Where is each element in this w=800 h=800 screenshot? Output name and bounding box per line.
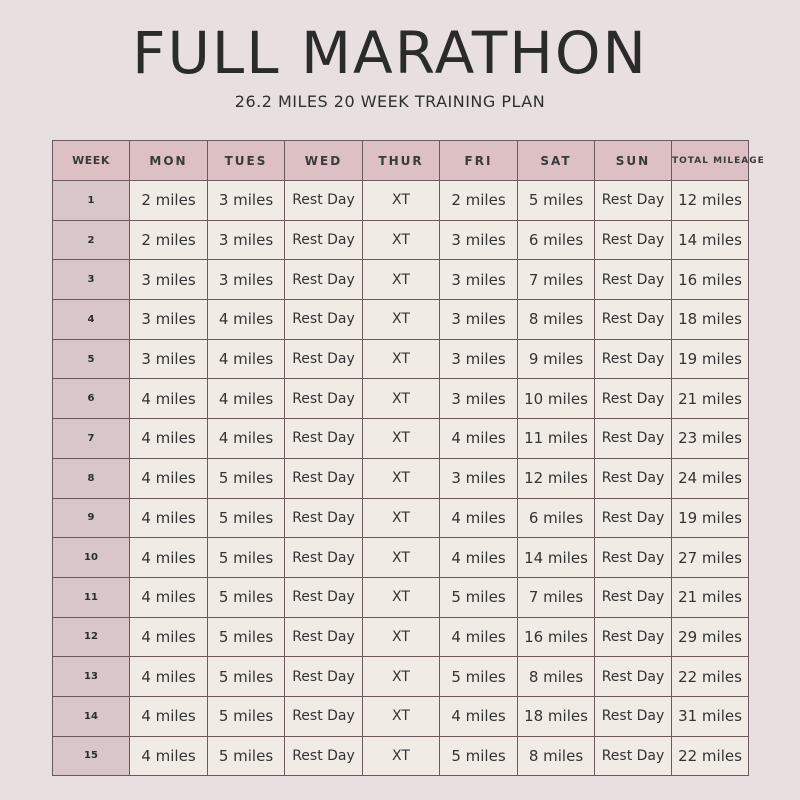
- cell-wed: Rest Day: [285, 260, 363, 300]
- cell-total-mileage: 29 miles: [672, 617, 749, 657]
- cell-mon: 4 miles: [130, 538, 208, 578]
- column-header-tues: TUES: [208, 141, 285, 181]
- cell-sat: 8 miles: [518, 657, 595, 697]
- table-row: [53, 181, 749, 221]
- cell-fri: 3 miles: [440, 300, 518, 340]
- cell-tues: 4 miles: [208, 419, 285, 459]
- table-body: [53, 181, 749, 776]
- cell-total-mileage: 14 miles: [672, 220, 749, 260]
- cell-total-mileage: 21 miles: [672, 577, 749, 617]
- cell-week: 1: [53, 181, 130, 221]
- cell-wed: Rest Day: [285, 696, 363, 736]
- cell-mon: 4 miles: [130, 696, 208, 736]
- cell-week: 11: [53, 577, 130, 617]
- cell-tues: 5 miles: [208, 458, 285, 498]
- cell-sun: Rest Day: [595, 736, 672, 776]
- cell-tues: 5 miles: [208, 736, 285, 776]
- cell-fri: 3 miles: [440, 458, 518, 498]
- cell-total-mileage: 18 miles: [672, 300, 749, 340]
- cell-total-mileage: 19 miles: [672, 339, 749, 379]
- cell-thur: XT: [363, 577, 440, 617]
- cell-total-mileage: 21 miles: [672, 379, 749, 419]
- column-header-wed: WED: [285, 141, 363, 181]
- cell-wed: Rest Day: [285, 577, 363, 617]
- cell-mon: 2 miles: [130, 220, 208, 260]
- cell-total-mileage: 16 miles: [672, 260, 749, 300]
- cell-mon: 4 miles: [130, 458, 208, 498]
- cell-week: 6: [53, 379, 130, 419]
- cell-mon: 4 miles: [130, 419, 208, 459]
- cell-sat: 7 miles: [518, 577, 595, 617]
- cell-sun: Rest Day: [595, 419, 672, 459]
- column-header-week: WEEK: [53, 141, 130, 181]
- cell-sat: 6 miles: [518, 220, 595, 260]
- cell-wed: Rest Day: [285, 419, 363, 459]
- cell-total-mileage: 31 miles: [672, 696, 749, 736]
- table-row: [53, 617, 749, 657]
- cell-sat: 9 miles: [518, 339, 595, 379]
- cell-sun: Rest Day: [595, 657, 672, 697]
- column-header-sat: SAT: [518, 141, 595, 181]
- cell-sun: Rest Day: [595, 300, 672, 340]
- cell-mon: 4 miles: [130, 736, 208, 776]
- table-row: [53, 498, 749, 538]
- cell-wed: Rest Day: [285, 458, 363, 498]
- cell-week: 14: [53, 696, 130, 736]
- column-header-sun: SUN: [595, 141, 672, 181]
- cell-total-mileage: 27 miles: [672, 538, 749, 578]
- table-header-row: [53, 141, 749, 181]
- cell-sat: 18 miles: [518, 696, 595, 736]
- table-row: [53, 260, 749, 300]
- table-row: [53, 657, 749, 697]
- cell-fri: 5 miles: [440, 577, 518, 617]
- cell-fri: 5 miles: [440, 657, 518, 697]
- cell-total-mileage: 22 miles: [672, 736, 749, 776]
- cell-tues: 3 miles: [208, 220, 285, 260]
- cell-week: 4: [53, 300, 130, 340]
- cell-tues: 4 miles: [208, 379, 285, 419]
- cell-week: 8: [53, 458, 130, 498]
- cell-fri: 3 miles: [440, 379, 518, 419]
- cell-sun: Rest Day: [595, 379, 672, 419]
- table-row: [53, 300, 749, 340]
- cell-sat: 7 miles: [518, 260, 595, 300]
- cell-thur: XT: [363, 379, 440, 419]
- cell-thur: XT: [363, 617, 440, 657]
- cell-mon: 4 miles: [130, 657, 208, 697]
- cell-tues: 5 miles: [208, 617, 285, 657]
- cell-sun: Rest Day: [595, 538, 672, 578]
- cell-tues: 5 miles: [208, 696, 285, 736]
- cell-sun: Rest Day: [595, 498, 672, 538]
- cell-total-mileage: 22 miles: [672, 657, 749, 697]
- cell-fri: 3 miles: [440, 220, 518, 260]
- cell-sun: Rest Day: [595, 260, 672, 300]
- cell-fri: 5 miles: [440, 736, 518, 776]
- cell-sat: 8 miles: [518, 736, 595, 776]
- cell-wed: Rest Day: [285, 617, 363, 657]
- table-row: [53, 339, 749, 379]
- cell-sun: Rest Day: [595, 617, 672, 657]
- cell-wed: Rest Day: [285, 300, 363, 340]
- cell-wed: Rest Day: [285, 339, 363, 379]
- cell-fri: 4 miles: [440, 617, 518, 657]
- cell-week: 9: [53, 498, 130, 538]
- cell-thur: XT: [363, 696, 440, 736]
- column-header-thur: THUR: [363, 141, 440, 181]
- cell-sun: Rest Day: [595, 696, 672, 736]
- column-header-fri: FRI: [440, 141, 518, 181]
- cell-mon: 3 miles: [130, 260, 208, 300]
- cell-wed: Rest Day: [285, 220, 363, 260]
- cell-mon: 3 miles: [130, 339, 208, 379]
- cell-week: 12: [53, 617, 130, 657]
- cell-tues: 5 miles: [208, 657, 285, 697]
- cell-wed: Rest Day: [285, 498, 363, 538]
- cell-thur: XT: [363, 300, 440, 340]
- cell-sat: 5 miles: [518, 181, 595, 221]
- cell-thur: XT: [363, 657, 440, 697]
- cell-total-mileage: 23 miles: [672, 419, 749, 459]
- cell-wed: Rest Day: [285, 657, 363, 697]
- cell-sat: 10 miles: [518, 379, 595, 419]
- table-row: [53, 736, 749, 776]
- cell-wed: Rest Day: [285, 181, 363, 221]
- cell-sat: 14 miles: [518, 538, 595, 578]
- cell-wed: Rest Day: [285, 736, 363, 776]
- cell-week: 5: [53, 339, 130, 379]
- table-row: [53, 419, 749, 459]
- cell-sun: Rest Day: [595, 220, 672, 260]
- cell-tues: 3 miles: [208, 181, 285, 221]
- cell-thur: XT: [363, 498, 440, 538]
- cell-week: 13: [53, 657, 130, 697]
- cell-thur: XT: [363, 736, 440, 776]
- page-title: FULL MARATHON: [132, 19, 648, 87]
- cell-week: 15: [53, 736, 130, 776]
- cell-tues: 3 miles: [208, 260, 285, 300]
- cell-thur: XT: [363, 339, 440, 379]
- table-row: [53, 696, 749, 736]
- cell-sat: 8 miles: [518, 300, 595, 340]
- page-subtitle: 26.2 MILES 20 WEEK TRAINING PLAN: [234, 92, 546, 111]
- cell-tues: 5 miles: [208, 577, 285, 617]
- cell-thur: XT: [363, 260, 440, 300]
- cell-sat: 12 miles: [518, 458, 595, 498]
- cell-sun: Rest Day: [595, 458, 672, 498]
- cell-total-mileage: 24 miles: [672, 458, 749, 498]
- cell-sun: Rest Day: [595, 339, 672, 379]
- cell-mon: 4 miles: [130, 498, 208, 538]
- table-row: [53, 538, 749, 578]
- cell-mon: 4 miles: [130, 617, 208, 657]
- cell-thur: XT: [363, 220, 440, 260]
- cell-week: 3: [53, 260, 130, 300]
- cell-mon: 2 miles: [130, 181, 208, 221]
- column-header-mon: MON: [130, 141, 208, 181]
- table-row: [53, 379, 749, 419]
- cell-wed: Rest Day: [285, 379, 363, 419]
- cell-fri: 2 miles: [440, 181, 518, 221]
- cell-mon: 3 miles: [130, 300, 208, 340]
- cell-tues: 4 miles: [208, 339, 285, 379]
- cell-thur: XT: [363, 181, 440, 221]
- cell-sun: Rest Day: [595, 577, 672, 617]
- cell-sun: Rest Day: [595, 181, 672, 221]
- cell-fri: 3 miles: [440, 260, 518, 300]
- table-row: [53, 220, 749, 260]
- training-plan-table: [52, 140, 765, 776]
- cell-fri: 4 miles: [440, 538, 518, 578]
- cell-mon: 4 miles: [130, 577, 208, 617]
- cell-tues: 5 miles: [208, 538, 285, 578]
- table-row: [53, 577, 749, 617]
- column-header-total-mileage: TOTAL MILEAGE: [672, 141, 749, 181]
- cell-fri: 4 miles: [440, 419, 518, 459]
- cell-fri: 4 miles: [440, 696, 518, 736]
- cell-fri: 4 miles: [440, 498, 518, 538]
- cell-tues: 4 miles: [208, 300, 285, 340]
- cell-week: 10: [53, 538, 130, 578]
- cell-mon: 4 miles: [130, 379, 208, 419]
- cell-week: 7: [53, 419, 130, 459]
- cell-thur: XT: [363, 458, 440, 498]
- cell-thur: XT: [363, 419, 440, 459]
- cell-total-mileage: 12 miles: [672, 181, 749, 221]
- cell-sat: 6 miles: [518, 498, 595, 538]
- cell-fri: 3 miles: [440, 339, 518, 379]
- cell-tues: 5 miles: [208, 498, 285, 538]
- cell-thur: XT: [363, 538, 440, 578]
- cell-week: 2: [53, 220, 130, 260]
- cell-sat: 11 miles: [518, 419, 595, 459]
- cell-wed: Rest Day: [285, 538, 363, 578]
- cell-total-mileage: 19 miles: [672, 498, 749, 538]
- table-row: [53, 458, 749, 498]
- cell-sat: 16 miles: [518, 617, 595, 657]
